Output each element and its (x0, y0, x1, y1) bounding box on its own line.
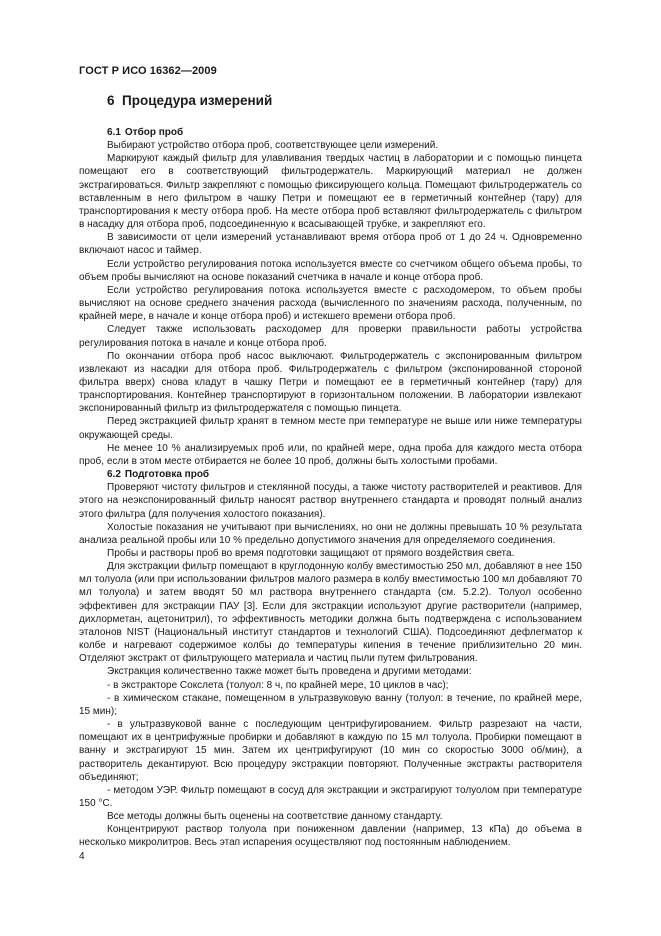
section-heading (107, 93, 272, 108)
body-paragraph: Холостые показания не учитывают при вычислениях, но они не должны превышать 10 % результата анализа реальной пробы или 10 % предельно допустимого значения для определяемого соединения. (79, 521, 582, 546)
subsection-title: Отбор проб (124, 127, 184, 138)
body-paragraph: Если устройство регулирования потока используется вместе с расходомером, то объем пробы вычисляют на основе среднего значения расхода (вычисленного по значениям расхода, полученным, по крайней мере, в начале и конце отбора проб) и истекшего времени отбора проб. (79, 284, 582, 323)
body-paragraph: По окончании отбора проб насос выключают. Фильтродержатель с экспонированным фильтром извлекают из насадки для отбора проб. Фильтродержатель с фильтром (экспонированной стороной фильтра вверх) снова кладут в чашку Петри и помещают ее в герметичный контейнер (тару) для транспортирования. Контейнер транспортируют в горизонтальном положении. В лаборатории извлекают экспонированный фильтр из фильтродержателя с помощью пинцета. (79, 350, 582, 415)
body-paragraph: - в химическом стакане, помещенном в ультразвуковую ванну (толуол: в течение, по крайней мере, 15 мин); (79, 692, 582, 717)
section-title: Процедура измерений (122, 93, 273, 108)
body-paragraph: Проверяют чистоту фильтров и стеклянной посуды, а также чистоту растворителей и реактивов. Для этого на неэкспонированный фильтр наносят раствор внутреннего стандарта и проводят полный анализ этого фильтра (для получения холостого показания). (79, 482, 582, 520)
body-paragraph: Выбирают устройство отбора проб, соответствующее цели измерений. (107, 140, 439, 152)
body-paragraph: - в ультразвуковой ванне с последующим центрифугированием. Фильтр разрезают на части, помещают их в центрифужные пробирки и добавляют в каждую по 15 мл толуола. Пробирки помещают в ванну и экстрагируют 15 мин. Затем их центрифугируют (10 мин со скоростью 3000 об/мин), а растворитель декантируют. Всю процедуру экстракции повторяют. Полученные экстракты растворителя объединяют; (79, 719, 582, 783)
subsection-title: Подготовка проб (124, 469, 210, 481)
body-paragraph: В зависимости от цели измерений устанавливают время отбора проб от 1 до 24 ч. Одновременно включают насос и таймер. (79, 232, 582, 257)
body-paragraph: Концентрируют раствор толуола при пониженном давлении (например, 13 кПа) до объема в несколько микролитров. Весь этап испарения осуществляют под постоянным наблюдением. (79, 824, 582, 849)
body-paragraph: Не менее 10 % анализируемых проб или, по крайней мере, одна проба для каждого места отбора проб, если в этом месте отбирается не более 10 проб, должны быть холостыми пробами. (79, 442, 582, 467)
subsection-heading (79, 468, 582, 481)
body-paragraph: Перед экстракцией фильтр хранят в темном месте при температуре не выше или ниже температуры окружающей среды. (79, 416, 582, 441)
body-paragraph: Экстракция количественно также может быть проведена и другими методами: (107, 666, 472, 678)
page-number: 4 (79, 851, 85, 862)
subsection-heading (79, 126, 582, 139)
body-paragraph: - методом УЭР. Фильтр помещают в сосуд для экстракции и экстрагируют толуолом при температуре 150 °С. (79, 784, 582, 809)
section-number: 6 (107, 93, 115, 108)
subsection-number: 6.2 (107, 469, 121, 481)
body-paragraph: Для экстракции фильтр помещают в круглодонную колбу вместимостью 250 мл, добавляют в нее 150 мл толуола (или при использовании фильтров малого размера в колбу вместимостью 100 мл добавляют 70 мл толуола) и затем вводят 50 мл раствора внутреннего стандарта (см. 5.2.2). Толуол особенно эффективен для экстракции ПАУ [3]. Если для экстракции используют другие растворители (например, дихлорметан, ацетонитрил), то эффективность методики должна быть подтверждена с использованием эталонов NIST (Национальный институт стандартов и технологий США). Подсоединяют дефлегматор к колбе и нагревают содержимое колбы до температуры кипения в течение приблизительно 20 мин. Отделяют экстракт от фильтрующего материала и частиц пыли путем фильтрования. (79, 561, 583, 665)
body-paragraph: Если устройство регулирования потока используется вместе со счетчиком общего объема пробы, то объем пробы вычисляют на основе показаний счетчика в начале и конце отбора проб. (79, 258, 582, 283)
body-paragraph: Пробы и растворы проб во время подготовки защищают от прямого воздействия света. (107, 548, 515, 559)
subsection-number: 6.1 (107, 127, 121, 138)
document-header: ГОСТ Р ИСО 16362—2009 (79, 65, 217, 77)
body-paragraph: Все методы должны быть оценены на соответствие данному стандарту. (107, 811, 443, 823)
body-paragraph: Маркируют каждый фильтр для улавливания твердых частиц в лаборатории и с помощью пинцета помещают его в соответствующий фильтродержатель. Маркирующий материал не должен экстрагироваться. Фильтр закрепляют с помощью фиксирующего кольца. Помещают фильтродержатель со вставленным в него фильтром в чашку Петри и помещают ее в герметичный контейнер (тару) для транспортирования к месту отбора проб. На месте отбора проб вставляют фильтродержатель с фильтром в насадку для отбора проб, подсоединенную к всасывающей трубке, и закрепляют его. (79, 153, 582, 231)
body-paragraph: Следует также использовать расходомер для проверки правильности работы устройства регулирования потока в начале и конце отбора проб. (79, 324, 582, 349)
document-body (79, 126, 582, 850)
body-paragraph: - в экстракторе Сокслета (толуол: 8 ч, по крайней мере, 10 циклов в час); (107, 679, 449, 691)
